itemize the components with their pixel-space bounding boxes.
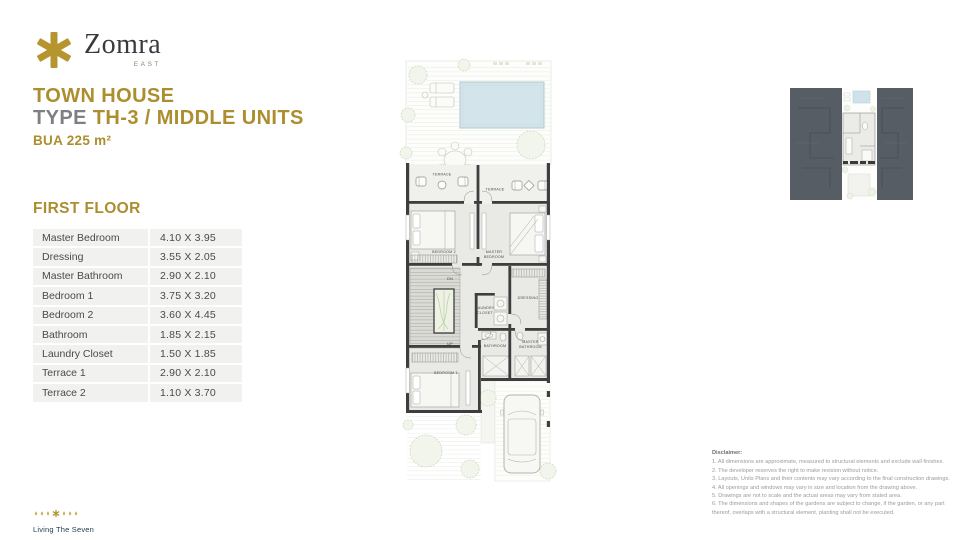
label-master-bedroom: MASTER (485, 250, 503, 254)
table-row-value: 1.10 X 3.70 (150, 384, 242, 401)
brand-logo (34, 30, 161, 70)
table-row-label: Dressing (33, 248, 148, 265)
table-row-value: 1.85 X 2.15 (150, 326, 242, 343)
label-stairs-up: UP (447, 341, 453, 346)
table-row-label: Master Bedroom (33, 229, 148, 246)
table-row-value: 3.75 X 3.20 (150, 287, 242, 304)
table-row-label: Bedroom 1 (33, 287, 148, 304)
footer-brand (33, 505, 94, 534)
terrace-right-seating (512, 181, 548, 191)
label-laundry-closet: CLOSET (477, 311, 493, 315)
window-seat (470, 213, 474, 249)
type-value: TH-3 / MIDDLE UNITS (92, 107, 304, 129)
table-row-value: 1.50 X 1.85 (150, 345, 242, 362)
label-laundry-closet: LAUNDRY (475, 306, 495, 310)
title-block (33, 85, 304, 148)
pool (460, 82, 544, 128)
label-master-bathroom: BATHROOM (519, 345, 542, 349)
label-master-bathroom: MASTER (522, 340, 539, 344)
window-seat (466, 371, 470, 405)
type-prefix: TYPE (33, 107, 93, 129)
table-row-value: 2.90 X 2.10 (150, 365, 242, 382)
disclaimer-line: 1. All dimensions are approximate, measured to structural elements and exclude wall finishes. (712, 459, 944, 466)
disclaimer-line: 3. Layouts, Units Plans and their contents may vary according to the final construction drawings. (712, 476, 950, 483)
table-row-value: 4.10 X 3.95 (150, 229, 242, 246)
table-row-label: Bathroom (33, 326, 148, 343)
label-bathroom: BATHROOM (483, 344, 507, 348)
unit-location-thumbnail (790, 88, 913, 200)
bed-bedroom1 (411, 373, 459, 407)
table-row-value: 3.60 X 4.45 (150, 307, 242, 324)
car (501, 395, 544, 473)
label-master-bedroom: BEDROOM (483, 255, 505, 259)
label-stairs-dn: DN (446, 276, 454, 281)
bua-line: BUA 225 m² (33, 133, 112, 148)
back-garden (400, 59, 551, 178)
unit-type-line (33, 107, 304, 129)
table-row-label: Terrace 1 (33, 365, 148, 382)
label-dressing: DRESSING (517, 296, 539, 300)
seven-stars-row-icon (33, 509, 79, 518)
footer-tagline: Living The Seven (33, 525, 95, 534)
disclaimer-title: Disclaimer: (712, 450, 743, 456)
table-row-value: 3.55 X 2.05 (150, 248, 242, 265)
label-bedroom-2: BEDROOM 2 (432, 250, 456, 254)
stair-planter (434, 289, 454, 333)
thumbnail-highlighted-unit (842, 88, 877, 200)
table-row-value: 2.90 X 2.10 (150, 268, 242, 285)
dimensions-table (33, 229, 242, 402)
page-title: TOWN HOUSE (33, 85, 175, 107)
floor-plan (398, 53, 558, 485)
disclaimer-line: 6. The dimensions and shapes of the gardens are subject to change, if the garden, or any part thereof, overlaps with a structural element, planting shall not be executed. (712, 501, 945, 516)
table-row-label: Bedroom 2 (33, 307, 148, 324)
table-row-label: Master Bathroom (33, 268, 148, 285)
brand-sub: EAST (133, 61, 162, 68)
disclaimer-line: 5. Drawings are not to scale and the actual areas may vary from stated area. (712, 492, 902, 499)
table-row-label: Terrace 2 (33, 384, 148, 401)
disclaimer-line: 2. The developer reserves the right to make revision without notice. (712, 467, 879, 474)
label-bedroom-1: BEDROOM 1 (434, 371, 458, 375)
disclaimer-line: 4. All openings and windows may vary in size and location from the drawing above. (712, 484, 918, 491)
bed-master (510, 206, 546, 262)
table-row-label: Laundry Closet (33, 345, 148, 362)
label-terrace-2: TERRACE (485, 187, 505, 192)
asterisk-flower-icon (34, 30, 74, 70)
floor-section-title: FIRST FLOOR (33, 200, 141, 217)
brand-name: Zomra (84, 29, 162, 60)
disclaimer (712, 449, 958, 517)
window-seat (482, 213, 486, 249)
label-terrace-1: TERRACE (432, 172, 452, 177)
